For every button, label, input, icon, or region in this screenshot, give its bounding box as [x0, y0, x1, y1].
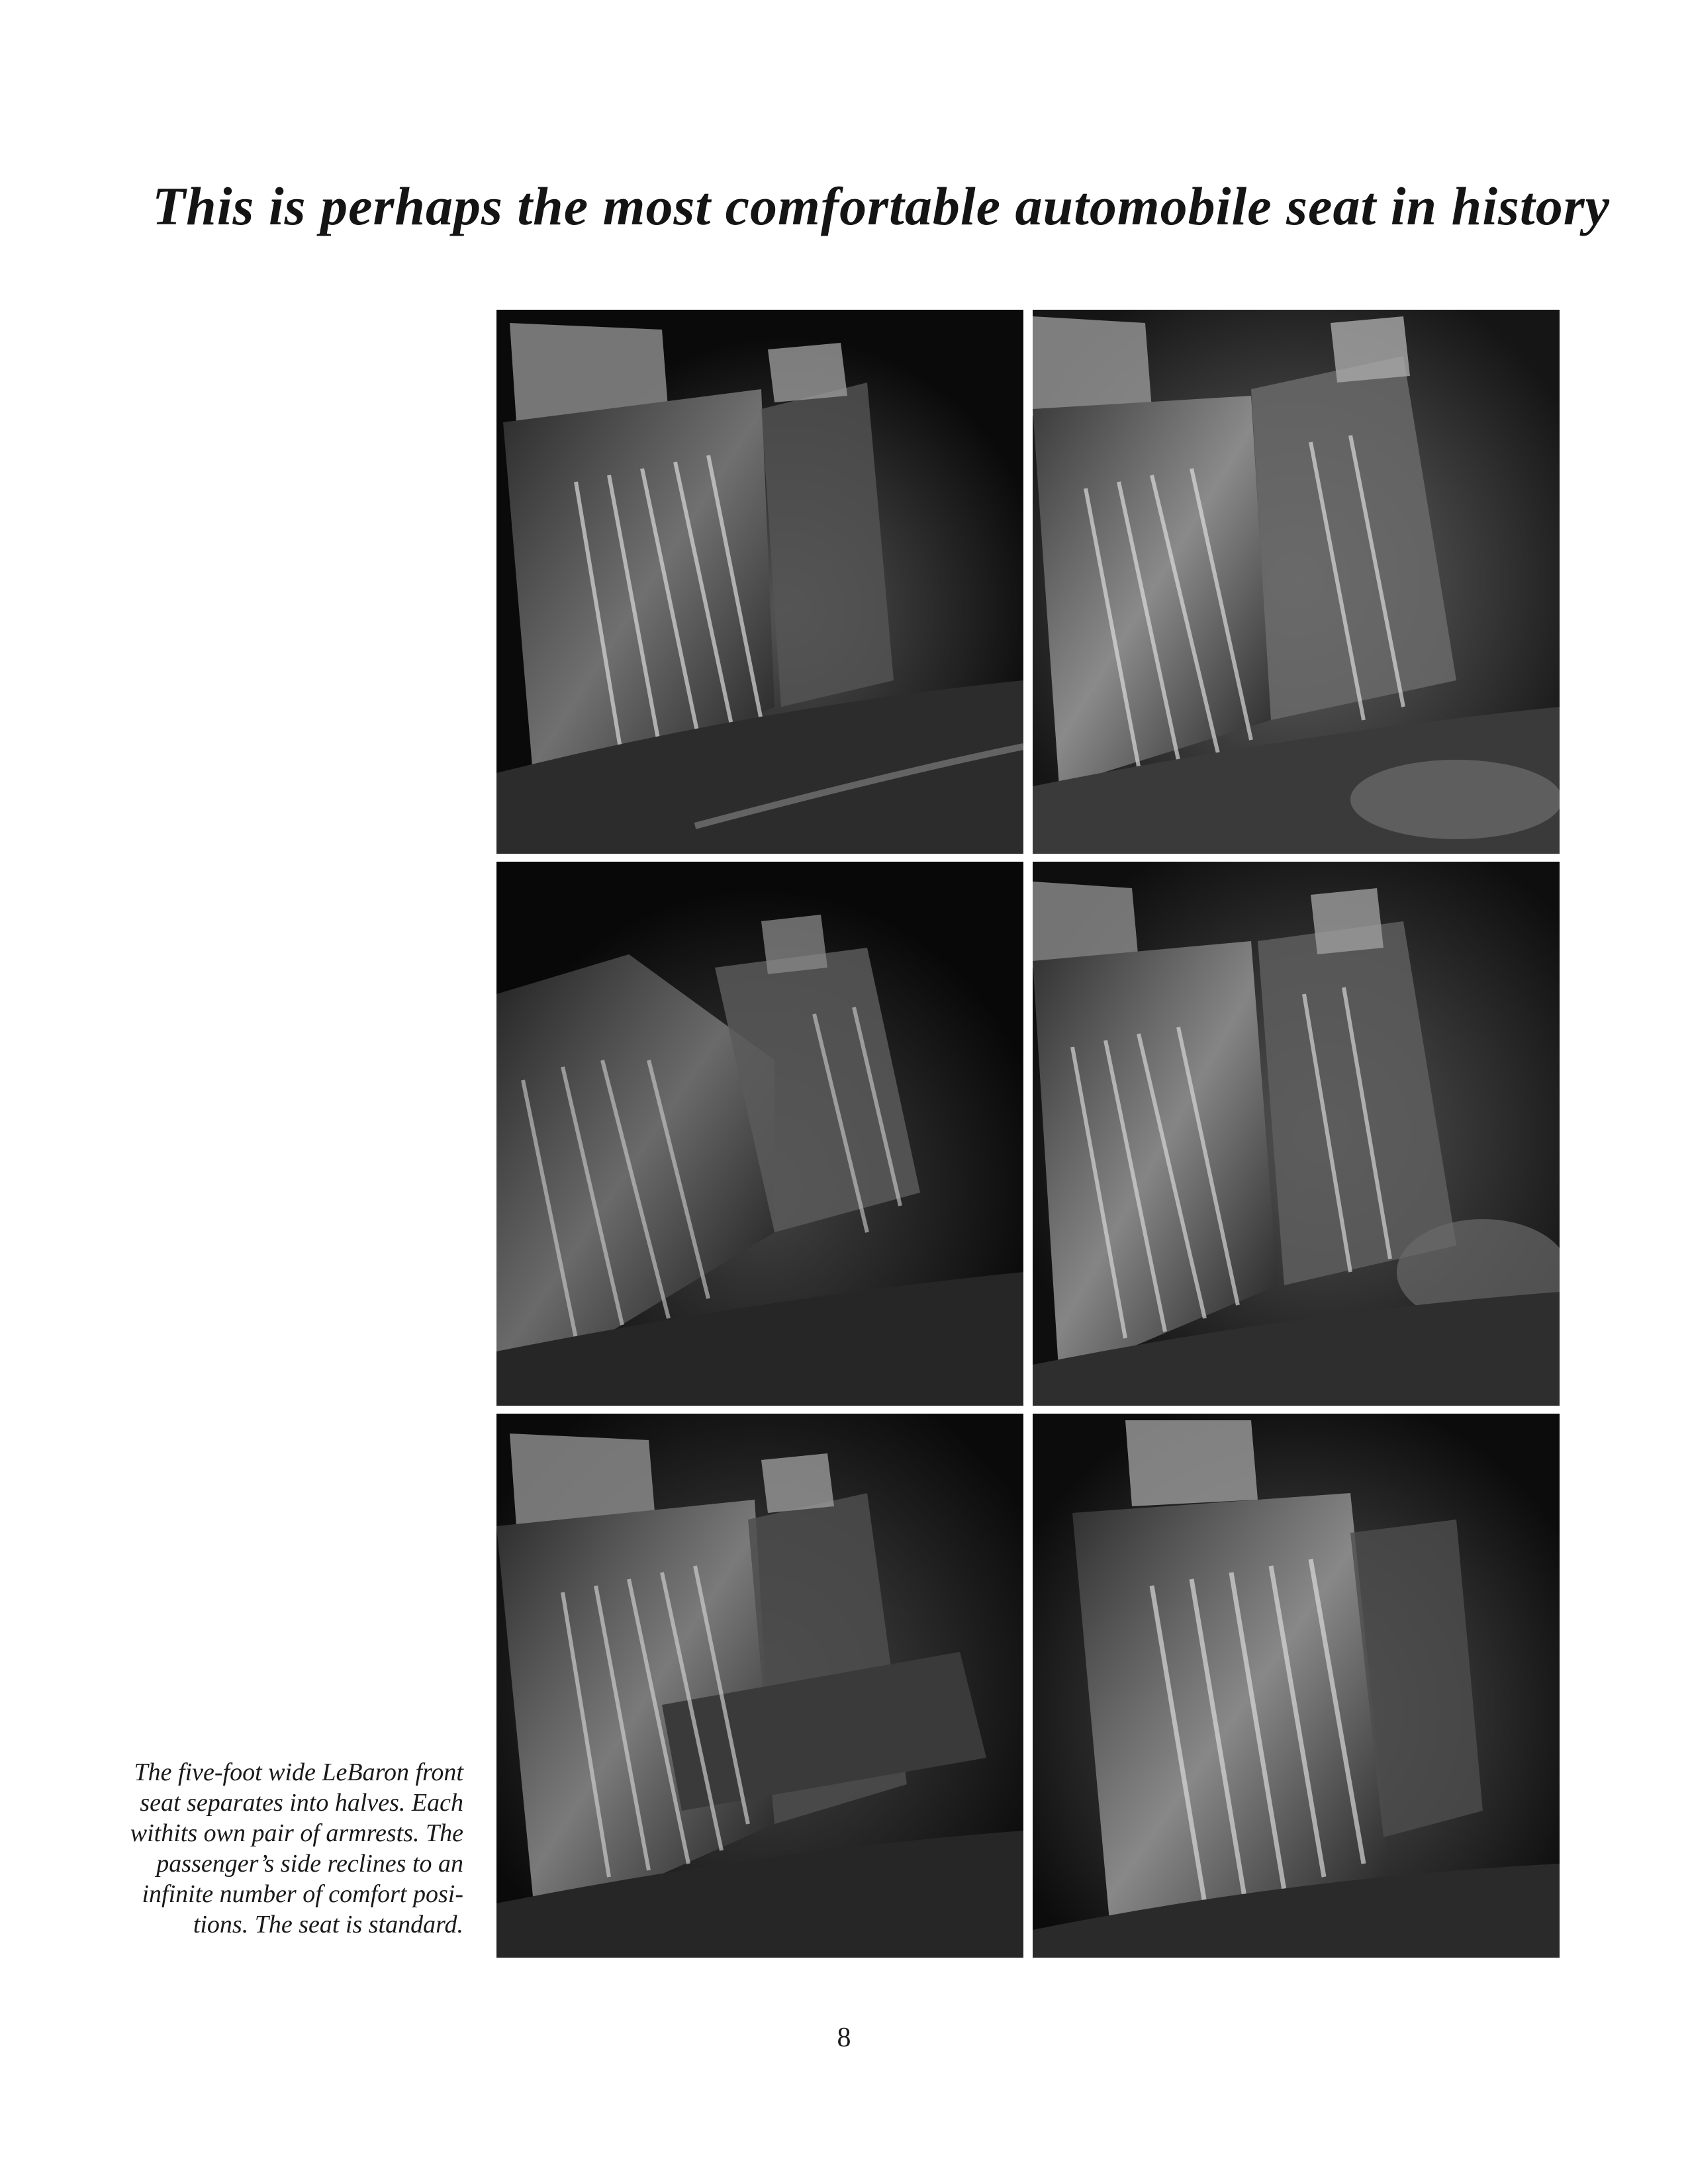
seat-photo-1 — [496, 310, 1023, 854]
caption-line: passenger’s side reclines to an — [156, 1850, 463, 1878]
caption-line: tions. The seat is standard. — [193, 1911, 463, 1938]
seat-photo-6 — [1033, 1414, 1560, 1958]
seat-photo-5 — [496, 1414, 1023, 1958]
seat-photo-2 — [1033, 310, 1560, 854]
seat-photo-4 — [1033, 862, 1560, 1406]
page-headline: This is perhaps the most comfortable automobile seat in history — [152, 176, 1611, 236]
caption-line: seat separates into halves. Each — [140, 1789, 463, 1817]
caption-line: infinite number of comfort posi- — [142, 1880, 463, 1908]
seat-photo-grid — [496, 310, 1560, 1950]
photo-caption — [66, 1757, 463, 1940]
seat-photo-3 — [496, 862, 1023, 1406]
caption-line: The five-foot wide LeBaron front — [134, 1758, 463, 1786]
caption-line: withits own pair of armrests. The — [130, 1819, 463, 1847]
page-number: 8 — [837, 2023, 851, 2053]
